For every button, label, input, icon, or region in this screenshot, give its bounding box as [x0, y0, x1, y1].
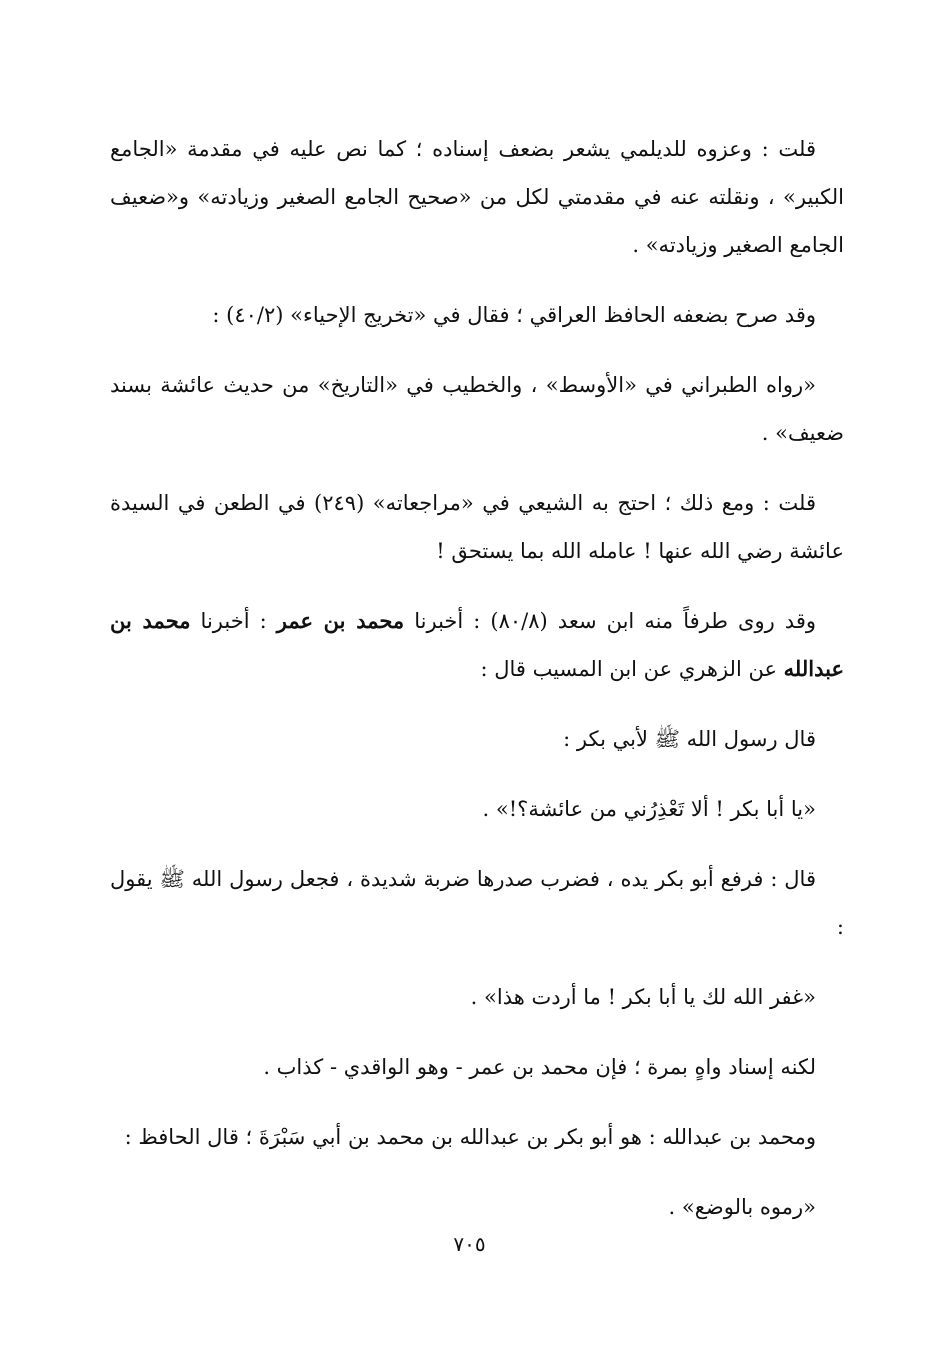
paragraph-2: وقد صرح بضعفه الحافظ العراقي ؛ فقال في «تخريج الإحياء» (٤٠/٢) : [212, 303, 816, 327]
paragraph-9: «غفر الله لك يا أبا بكر ! ما أردت هذا» . [470, 985, 816, 1009]
narrator-name-2: محمد بن عبدالله [110, 608, 844, 681]
paragraph-4: قلت : ومع ذلك ؛ احتج به الشيعي في «مراجعاته» (٢٤٩) في الطعن في السيدة عائشة رضي الله عنها ! عامله الله بما يستحق ! [110, 491, 844, 563]
paragraph-8: قال : فرفع أبو بكر يده ، فضرب صدرها ضربة شديدة ، فجعل رسول الله ﷺ يقول : [110, 867, 844, 939]
paragraph-5 [110, 597, 844, 693]
paragraph-11: ومحمد بن عبدالله : هو أبو بكر بن عبدالله بن محمد بن أبي سَبْرَةَ ؛ قال الحافظ : [124, 1125, 816, 1149]
page-body [110, 125, 844, 1253]
page-number: ٧٠٥ [453, 1232, 486, 1256]
paragraph-7: «يا أبا بكر ! ألا تَعْذِرُني من عائشة؟!» . [482, 797, 816, 821]
narrator-name-1: محمد بن عمر [276, 608, 405, 633]
paragraph-5-part-2: : أخبرنا [190, 609, 277, 633]
paragraph-5-part-3: عن الزهري عن ابن المسيب قال : [480, 657, 784, 681]
paragraph-10: لكنه إسناد واهٍ بمرة ؛ فإن محمد بن عمر - وهو الواقدي - كذاب . [263, 1055, 816, 1079]
paragraph-3: «رواه الطبراني في «الأوسط» ، والخطيب في «التاريخ» من حديث عائشة بسند ضعيف» . [110, 373, 844, 445]
paragraph-5-part-1: وقد روى طرفاً منه ابن سعد (٨٠/٨) : أخبرنا [404, 609, 817, 633]
paragraph-1: قلت : وعزوه للديلمي يشعر بضعف إسناده ؛ كما نص عليه في مقدمة «الجامع الكبير» ، ونقلته عنه في مقدمتي لكل من «صحيح الجامع الصغير وزيادته» و«ضعيف الجامع الصغير وزيادته» . [110, 137, 844, 257]
paragraph-6: قال رسول الله ﷺ لأبي بكر : [563, 727, 816, 751]
paragraph-12: «رموه بالوضع» . [668, 1195, 816, 1219]
